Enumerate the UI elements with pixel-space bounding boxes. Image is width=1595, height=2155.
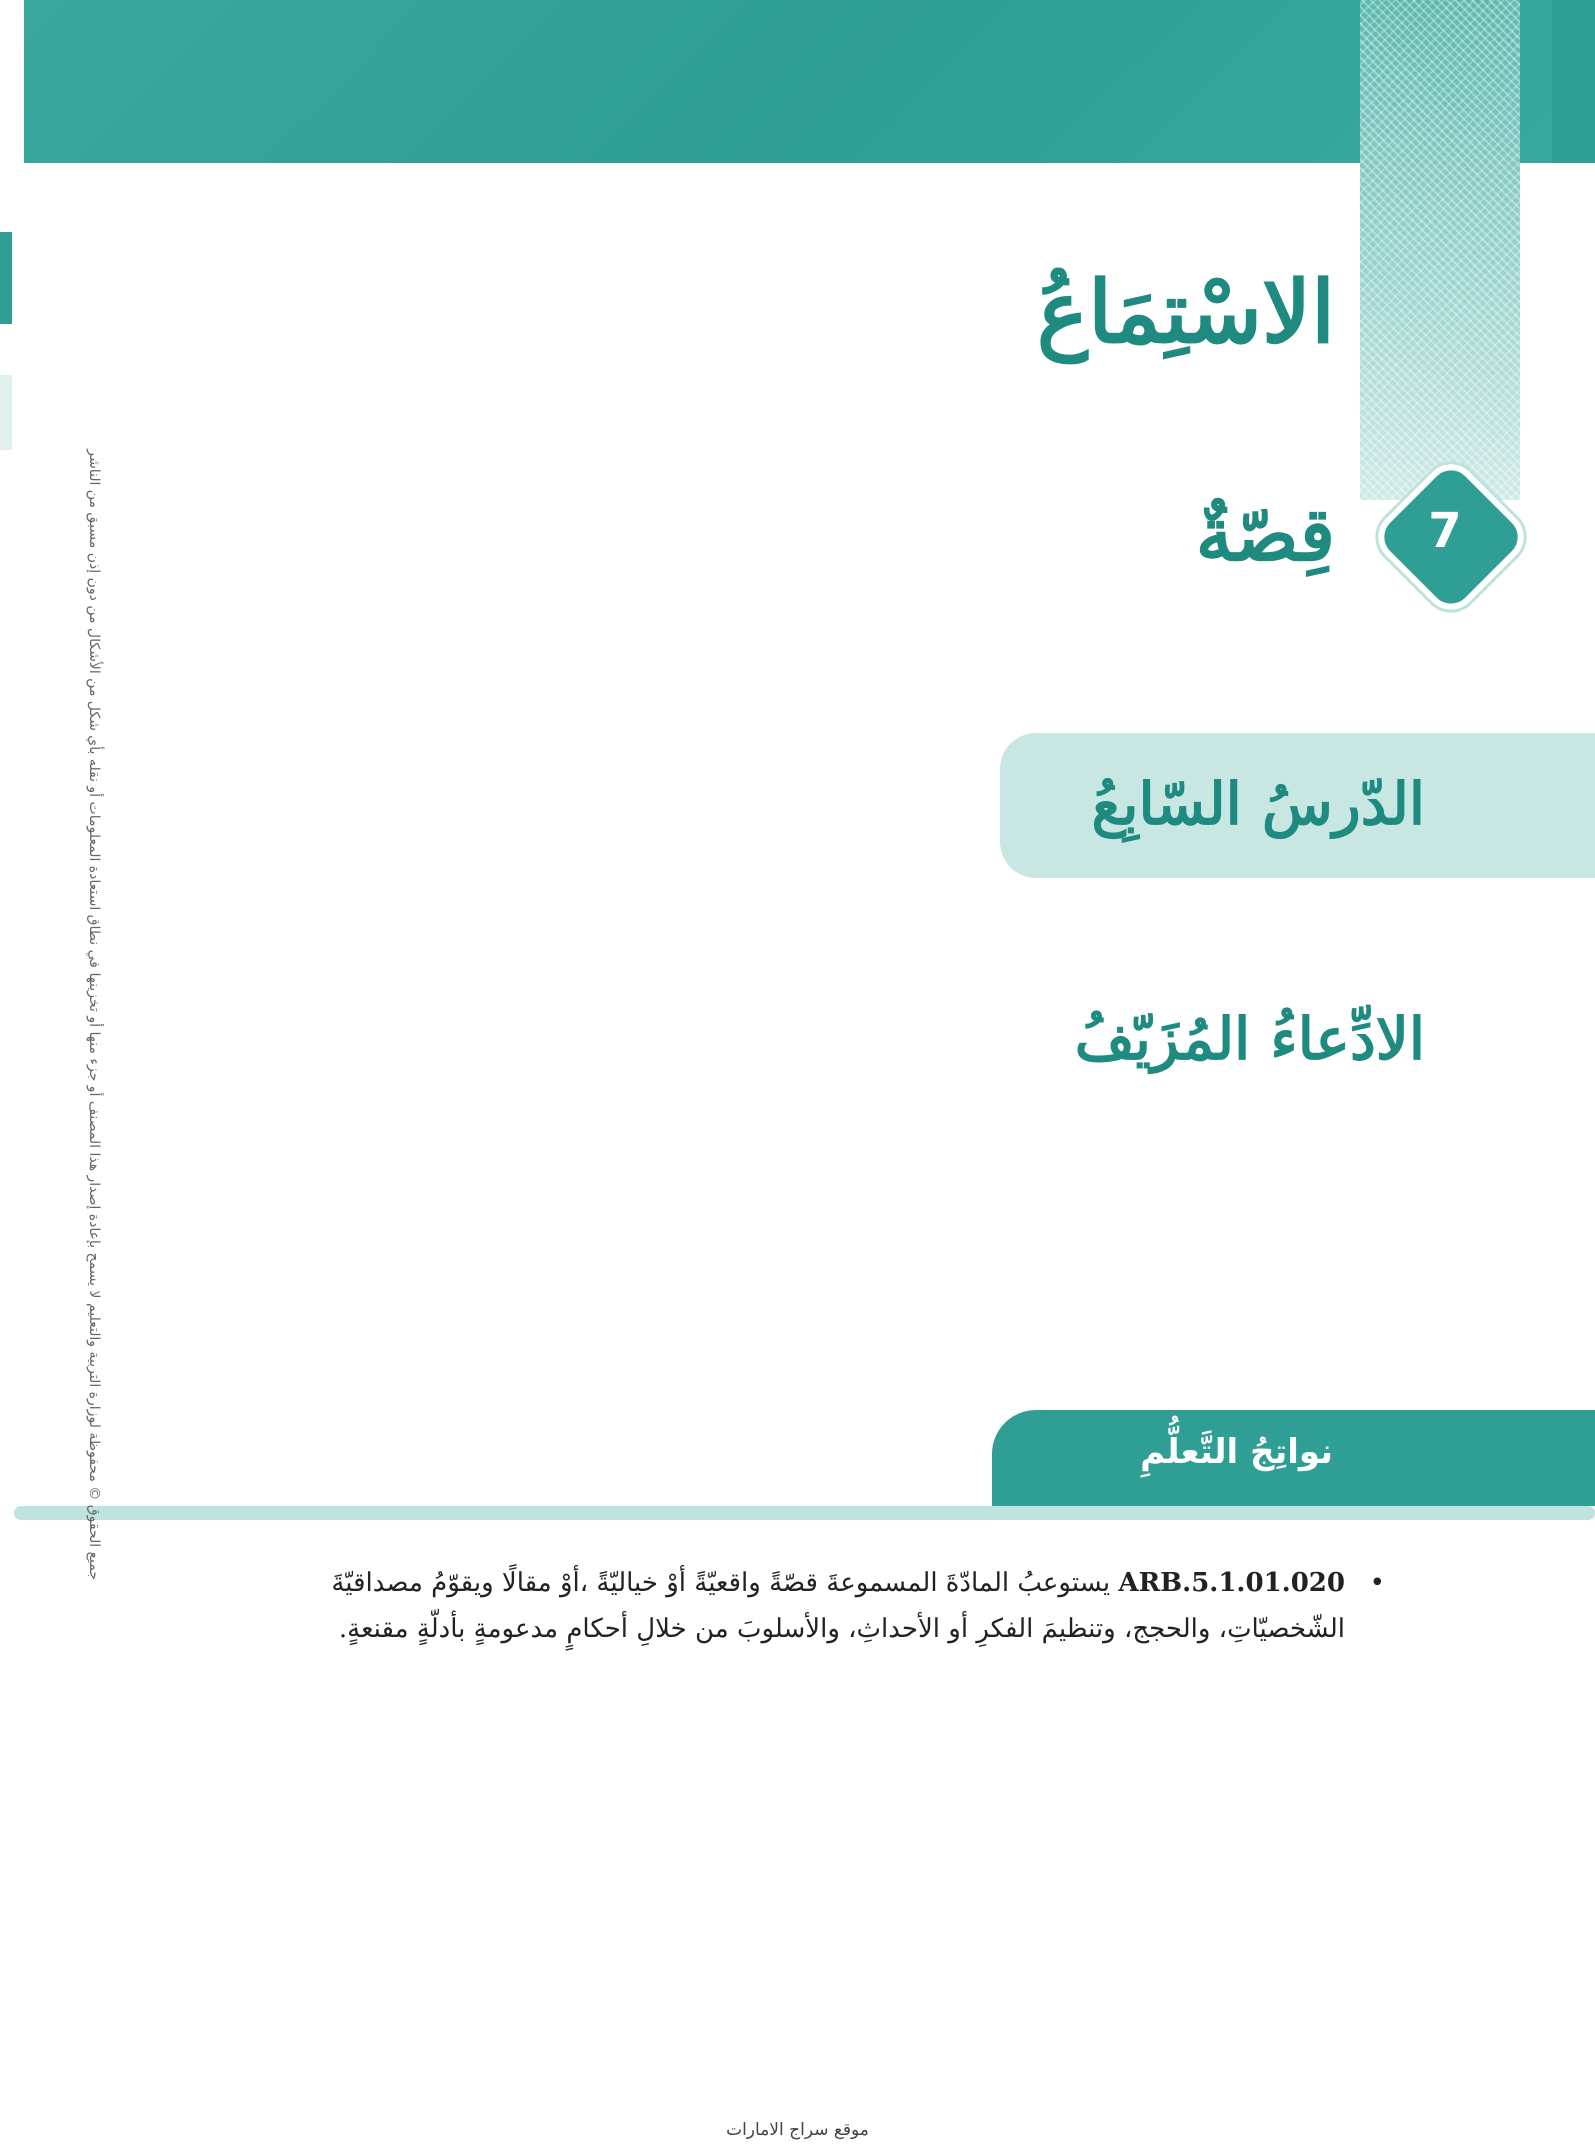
copyright-notice: جميع الحقوق © محفوظة لوزارة التربية والتعليم لا يسمح بإعادة إصدار هذا المصنف أو جزء منها أو تخزينها في نطاق استعادة المعلومات أو نقله بأي شكل من الأشكال من دون إذن مسبق من الناشر [86,449,102,1580]
lesson-title: الدّرسُ السّابِعُ [1091,770,1425,838]
unit-number: 7 [1428,503,1462,559]
unit-title: قِصّةٌ [1195,492,1335,578]
left-edge-tab-light [0,375,12,450]
top-banner-edge [1552,0,1595,163]
outcome-code: ARB.5.1.01.020 [1118,1568,1345,1598]
section-divider [14,1506,1595,1520]
learning-outcomes-label: نواتِجُ التَّعلُّمِ [1140,1432,1333,1472]
top-banner [24,0,1554,163]
bullet-icon: • [1369,1568,1385,1598]
footer-site-name: موقع سراج الامارات [726,2120,869,2140]
unit-number-badge [1370,456,1520,606]
learning-outcome-item [295,1560,1385,1652]
left-edge-tab [0,232,12,324]
outcome-text: يستوعبُ المادّةَ المسموعةَ قصّةً واقعيّةً أوْ خياليّةً ،أوْ مقالًا ويقوّمُ مصداقيّةَ الشّخصيّاتِ، والحجج، وتنظيمَ الفكرِ أو الأحداثِ، والأسلوبَ من خلالِ أحكامٍ مدعومةٍ بأدلّةٍ مقنعةٍ. [331,1568,1345,1644]
section-title: الاسْتِمَاعُ [1036,262,1335,363]
lesson-topic-title: الادِّعاءُ المُزَيّفُ [1074,1005,1425,1073]
textured-ribbon [1360,0,1520,500]
